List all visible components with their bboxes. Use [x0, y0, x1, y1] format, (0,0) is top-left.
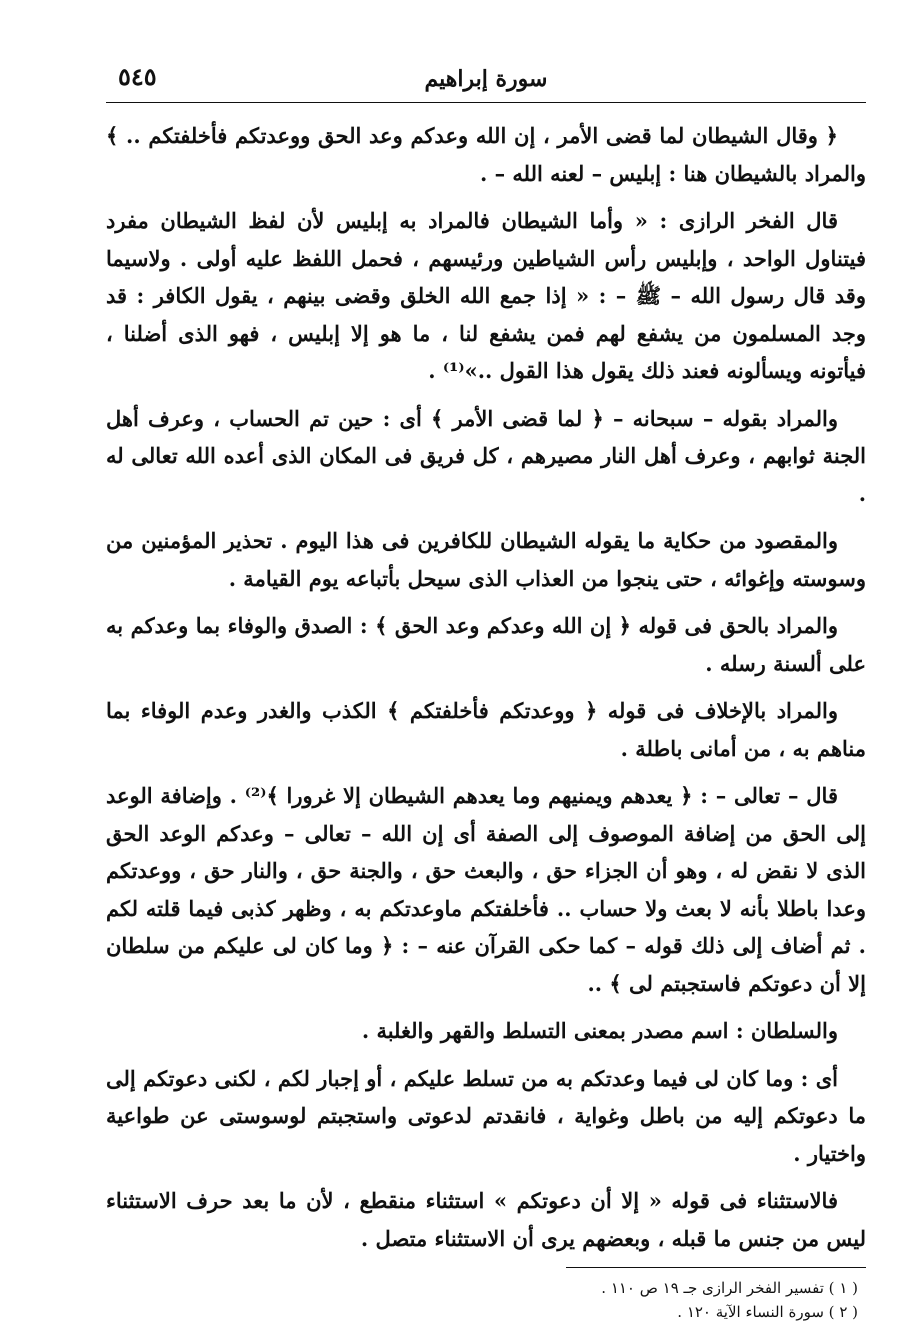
paragraph: والمراد بالإخلاف فى قوله ﴿ ووعدتكم فأخلفتكم ﴾ الكذب والغدر وعدم الوفاء بما مناهم به ، من أمانى باطلة .	[106, 698, 866, 761]
paragraph: قال الفخر الرازى : « وأما الشيطان فالمراد به إبليس لأن لفظ الشيطان مفرد فيتناول الواحد ، وإبليس رأس الشياطين ورئيسهم ، فحمل اللفظ عليه أولى . ولاسيما وقد قال رسول الله – ﷺ – : « إذا جمع الله الخلق وقضى بينهم ، يقول الكافر : قد وجد المسلمون من يشفع لهم فمن يشفع لنا ، ما هو إلا إبليس ، فهو الذى أضلنا ، فيأتونه ويسألونه فعند ذلك يقول هذا القول ..»⁽¹⁾ .	[106, 208, 867, 383]
surah-title: سورة إبراهيم	[424, 66, 548, 92]
page-header	[106, 56, 866, 103]
paragraph: والمقصود من حكاية ما يقوله الشيطان للكافرين فى هذا اليوم . تحذير المؤمنين من وسوسته وإغوائه ، حتى ينجوا من العذاب الذى سيحل بأتباعه يوم القيامة .	[106, 528, 866, 591]
paragraph: أى : وما كان لى فيما وعدتكم به من تسلط عليكم ، أو إجبار لكم ، لكنى دعوتكم إلى ما دعوتكم إليه من باطل وغواية ، فانقدتم لدعوتى واستجبتم لوسوستى عن طواعية واختيار .	[106, 1065, 866, 1166]
footnote: ( ٢ ) سورة النساء الآية ١٢٠ .	[677, 1303, 858, 1321]
paragraph: والمراد بقوله – سبحانه – ﴿ لما قضى الأمر ﴾ أى : حين تم الحساب ، وعرف أهل الجنة ثوابهم ، وعرف أهل النار مصيرهم ، كل فريق فى المكان الذى أعده الله تعالى له .	[106, 405, 866, 506]
page-number: ٥٤٥	[118, 62, 157, 91]
paragraph: قال – تعالى – : ﴿ يعدهم ويمنيهم وما يعدهم الشيطان إلا غرورا ﴾⁽²⁾ . وإضافة الوعد إلى الحق من إضافة الموصوف إلى الصفة أى إن الله – تعالى – وعدكم الوعد الحق الذى لا نقض له ، وهو أن الجزاء حق ، والبعث حق ، والجنة حق ، والنار حق ، ووعدتكم وعدا باطلا بأنه لا بعث ولا حساب .. فأخلفتكم ماوعدتكم به ، وظهر كذبى فيما قلته لكم . ثم أضاف إلى ذلك قوله – كما حكى القرآن عنه – : ﴿ وما كان لى عليكم من سلطان إلا أن دعوتكم فاستجبتم لى ﴾ ..	[106, 783, 866, 996]
footnotes	[106, 1268, 866, 1324]
paragraph: والمراد بالحق فى قوله ﴿ إن الله وعدكم وعد الحق ﴾ : الصدق والوفاء بما وعدكم به على ألسنة رسله .	[106, 613, 866, 676]
paragraph: فالاستثناء فى قوله « إلا أن دعوتكم » استثناء منقطع ، لأن ما بعد حرف الاستثناء ليس من جنس ما قبله ، وبعضهم يرى أن الاستثناء متصل .	[106, 1188, 866, 1251]
main-text	[106, 103, 866, 1257]
paragraph: والسلطان : اسم مصدر بمعنى التسلط والقهر والغلبة .	[361, 1018, 838, 1043]
footnote: ( ١ ) تفسير الفخر الرازى جـ ١٩ ص ١١٠ .	[601, 1279, 858, 1297]
paragraph: ﴿ وقال الشيطان لما قضى الأمر ، إن الله وعدكم وعد الحق ووعدتكم فأخلفتكم .. ﴾ والمراد بالشيطان هنا : إبليس – لعنه الله – .	[106, 123, 866, 186]
